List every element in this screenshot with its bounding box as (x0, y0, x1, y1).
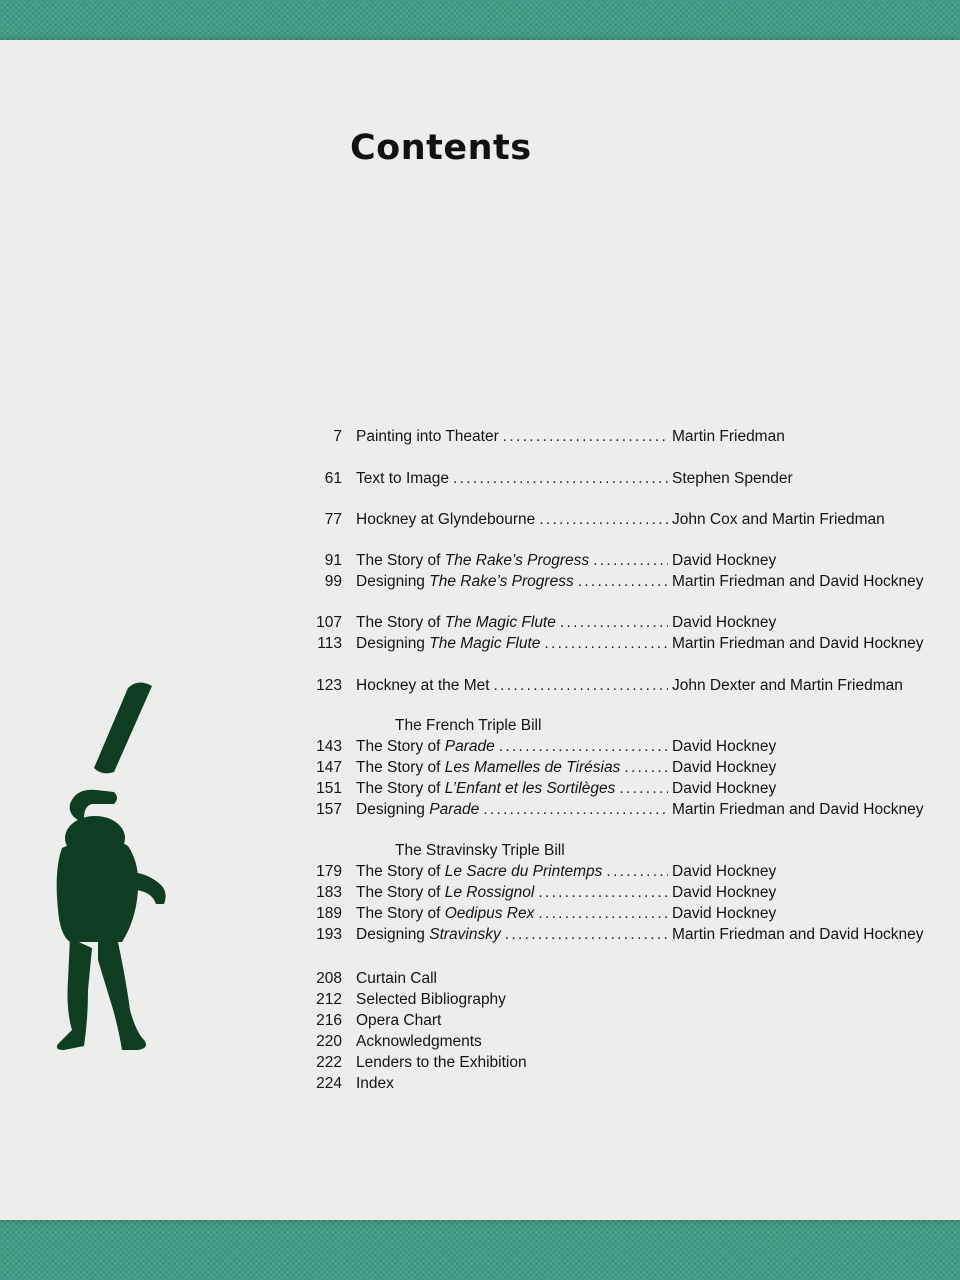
toc-entry (300, 614, 940, 636)
dot-leader (538, 905, 668, 923)
toc-page-number: 123 (316, 677, 342, 694)
group-heading-french-triple-bill: The French Triple Bill (395, 717, 542, 734)
toc-entry-title: The Story of The Magic Flute (356, 614, 556, 631)
toc-page-number: 113 (317, 635, 342, 652)
toc-entry (300, 884, 940, 906)
toc-entry-title: Designing The Rake’s Progress (356, 573, 574, 590)
toc-page-number: 183 (316, 884, 342, 901)
toc-entry (300, 738, 940, 760)
toc-page-number: 220 (316, 1033, 342, 1050)
toc-entry (300, 511, 940, 533)
toc-page-number: 107 (316, 614, 342, 631)
dot-leader (499, 738, 668, 756)
toc-entry-title: Curtain Call (356, 970, 437, 987)
figure-silhouette-illustration (40, 680, 200, 1070)
toc-page-number: 224 (316, 1075, 342, 1092)
toc-entry (300, 991, 940, 1013)
table-of-contents (300, 40, 940, 1220)
toc-entry-author: David Hockney (672, 905, 777, 922)
toc-entry-author: John Dexter and Martin Friedman (672, 677, 903, 694)
toc-page-number: 61 (324, 470, 342, 487)
toc-entry (300, 905, 940, 927)
toc-entry-author: David Hockney (672, 614, 777, 631)
toc-entry-author: David Hockney (672, 552, 777, 569)
toc-page-number: 208 (316, 970, 342, 987)
dot-leader (606, 863, 668, 881)
toc-entry-author: David Hockney (672, 759, 777, 776)
toc-entry-author: Martin Friedman (672, 428, 785, 445)
book-page (0, 40, 960, 1220)
toc-entry-title: Acknowledgments (356, 1033, 482, 1050)
toc-page-number: 189 (316, 905, 342, 922)
toc-page-number: 91 (324, 552, 342, 569)
toc-entry-title: The Story of Oedipus Rex (356, 905, 535, 922)
toc-page-number: 179 (316, 863, 342, 880)
toc-entry-title: The Story of The Rake’s Progress (356, 552, 590, 569)
dot-leader (505, 926, 668, 944)
toc-entry (300, 780, 940, 802)
toc-page-number: 77 (324, 511, 342, 528)
toc-entry-title: Index (356, 1075, 394, 1092)
dot-leader (538, 884, 668, 902)
dot-leader (593, 552, 668, 570)
toc-entry-title: Hockney at Glyndebourne (356, 511, 536, 528)
toc-entry-title: Designing The Magic Flute (356, 635, 541, 652)
toc-entry-author: Martin Friedman and David Hockney (672, 926, 924, 943)
toc-entry-title: The Story of Les Mamelles de Tirésias (356, 759, 621, 776)
dot-leader (578, 573, 668, 591)
toc-entry-author: David Hockney (672, 863, 777, 880)
toc-entry (300, 1033, 940, 1055)
toc-page-number: 157 (316, 801, 342, 818)
group-heading-stravinsky-triple-bill: The Stravinsky Triple Bill (395, 842, 565, 859)
toc-entry-author: Martin Friedman and David Hockney (672, 573, 924, 590)
toc-entry (300, 801, 940, 823)
toc-page-number: 147 (316, 759, 342, 776)
toc-entry-title: Hockney at the Met (356, 677, 490, 694)
contents-title: Contents (350, 128, 532, 168)
toc-page-number: 7 (333, 428, 342, 445)
toc-entry-title: The Story of Le Rossignol (356, 884, 535, 901)
dot-leader (503, 428, 668, 446)
toc-entry (300, 863, 940, 885)
toc-entry (300, 1054, 940, 1076)
toc-entry-author: David Hockney (672, 884, 777, 901)
toc-entry-title: The Story of L’Enfant et les Sortilèges (356, 780, 616, 797)
toc-entry-title: Designing Stravinsky (356, 926, 501, 943)
toc-entry-title: The Story of Parade (356, 738, 495, 755)
toc-entry (300, 573, 940, 595)
toc-entry-title: Painting into Theater (356, 428, 499, 445)
toc-entry-title: Lenders to the Exhibition (356, 1054, 527, 1071)
dot-leader (544, 635, 668, 653)
toc-entry-title: Text to Image (356, 470, 450, 487)
toc-page-number: 216 (316, 1012, 342, 1029)
toc-entry (300, 1012, 940, 1034)
toc-entry (300, 677, 940, 699)
toc-page-number: 212 (316, 991, 342, 1008)
dot-leader (560, 614, 668, 632)
toc-page-number: 222 (316, 1054, 342, 1071)
toc-entry (300, 759, 940, 781)
toc-entry-title: Selected Bibliography (356, 991, 506, 1008)
toc-page-number: 99 (324, 573, 342, 590)
toc-entry-title: Designing Parade (356, 801, 480, 818)
toc-entry (300, 470, 940, 492)
toc-entry (300, 926, 940, 948)
toc-entry (300, 552, 940, 574)
toc-page-number: 151 (316, 780, 342, 797)
dot-leader (619, 780, 668, 798)
toc-entry (300, 1075, 940, 1097)
toc-entry-author: Martin Friedman and David Hockney (672, 801, 924, 818)
toc-entry (300, 428, 940, 450)
toc-entry-author: David Hockney (672, 738, 777, 755)
dot-leader (453, 470, 668, 488)
dot-leader (624, 759, 668, 777)
dot-leader (494, 677, 668, 695)
toc-entry (300, 970, 940, 992)
dot-leader (539, 511, 668, 529)
toc-entry-title: The Story of Le Sacre du Printemps (356, 863, 603, 880)
dot-leader (483, 801, 668, 819)
toc-entry (300, 635, 940, 657)
toc-page-number: 193 (316, 926, 342, 943)
toc-page-number: 143 (316, 738, 342, 755)
toc-entry-author: David Hockney (672, 780, 777, 797)
toc-entry-title: Opera Chart (356, 1012, 442, 1029)
toc-entry-author: Martin Friedman and David Hockney (672, 635, 924, 652)
toc-entry-author: John Cox and Martin Friedman (672, 511, 885, 528)
toc-entry-author: Stephen Spender (672, 470, 793, 487)
